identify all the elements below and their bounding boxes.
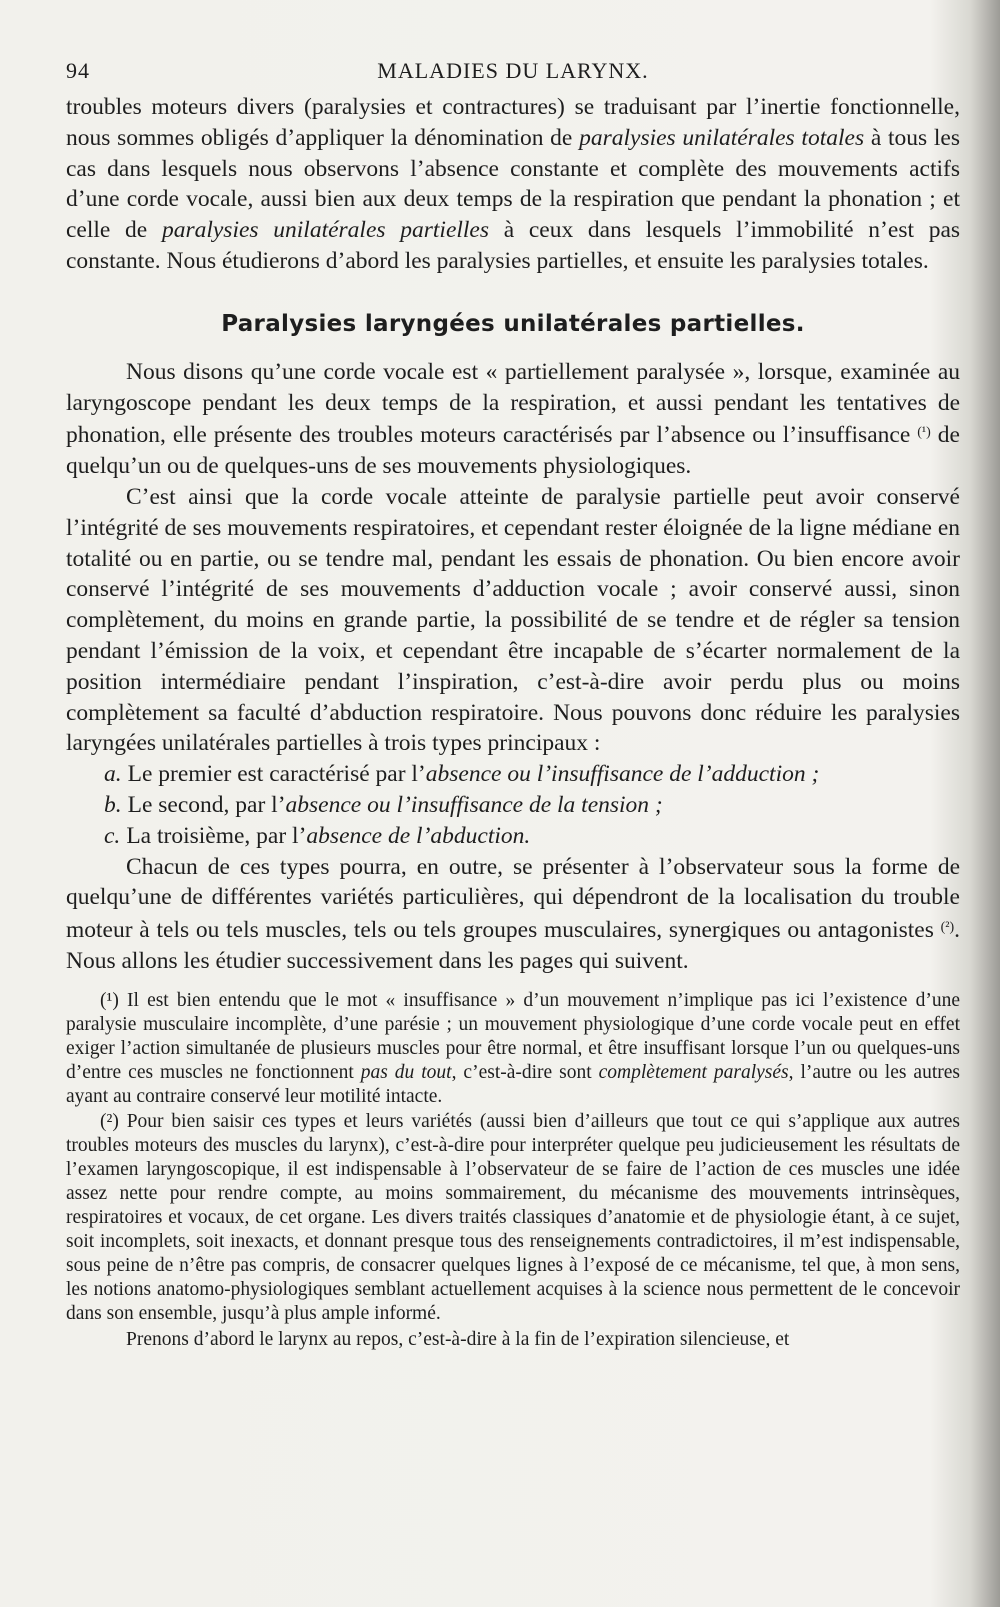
- running-title: MALADIES DU LARYNX.: [377, 58, 649, 83]
- footnotes: [66, 989, 960, 1326]
- page-header: [66, 58, 960, 92]
- footnote-ref-2: (²): [940, 920, 955, 936]
- footnote-2: (²) Pour bien saisir ces types et leurs variétés (aussi bien d’ailleurs que tout ce qui s’applique aux autres troubles moteurs des muscles du larynx), c’est-à-dire pour interpréter quelque peu judicieusement les résultats de l’examen laryngoscopique, il est indispensable à l’observateur de se faire de l’action de ces muscles une idée assez nette pour rendre compte, au moins sommairement, du mécanisme des mouvements intrinsèques, respiratoires et vocaux, de cet organe. Les divers traités classiques d’anatomie et de physiologie étant, à ce sujet, soit incomplets, soit inexacts, et donnant presque tous des renseignements contradictoires, il m’est indispensable, sous peine de n’être pas compris, de consacrer quelques lignes à l’exposé de ce mécanisme, tel que, à mon sens, les notions anatomo-physiologiques semblant actuellement acquises à la science nous permettent de le concevoir dans son ensemble, jusqu’à plus ample informé.: [66, 1110, 960, 1324]
- definition-paragraph: Nous disons qu’une corde vocale est « partiellement paralysée », lorsque, examinée au laryngoscope pendant les deux temps de la respiration, et aussi pendant les tentatives de phonation, elle présente des troubles moteurs caractérisés par l’absence ou l’insuffisance $^{(^1)}$ de quelqu’un ou de quelques-uns de ses mouvements physiologiques.: [66, 358, 960, 480]
- page-number: 94: [66, 58, 90, 83]
- footnote-1: (¹) Il est bien entendu que le mot « insuffisance » d’un mouvement n’implique pas ici l’existence d’une paralysie musculaire incomplète, d’une parésie ; un mouvement physiologique d’une corde vocale peut en effet exiger l’action simultanée de plusieurs muscles pour être normal, et être insuffisant lorsque l’un ou quelques-uns d’entre ces muscles ne fonctionnent pas du tout, c’est-à-dire sont complètement paralysés, l’autre ou les autres ayant au contraire conservé leur motilité intacte.: [66, 989, 960, 1107]
- intro-paragraph: troubles moteurs divers (paralysies et contractures) se traduisant par l’inertie fonctionnelle, nous sommes obligés d’appliquer la dénomination de paralysies unilatérales totales à tous les cas dans lesquels nous observons l’absence constante et complète des mouvements actifs d’une corde vocale, aussi bien aux deux temps de la respiration que pendant la phonation ; et celle de paralysies unilatérales partielles à ceux dans lesquels l’immobilité n’est pas constante. Nous étudierons d’abord les paralysies partielles, et ensuite les paralysies totales.: [66, 94, 961, 274]
- types-paragraph: C’est ainsi que la corde vocale atteinte de paralysie partielle peut avoir conservé l’intégrité de ses mouvements respiratoires, et cependant rester éloignée de la ligne médiane en totalité ou en partie, ou se tendre mal, pendant les essais de phonation. Ou bien encore avoir conservé l’intégrité de ses mouvements d’adduction vocale ; avoir conservé aussi, sinon complètement, du moins en grande partie, la possibilité de se tendre et de régler sa tension pendant l’émission de la voix, et cependant être incapable de s’écarter normalement de la position intermédiaire pendant l’inspiration, c’est-à-dire avoir perdu plus ou moins complètement sa faculté d’abduction respiratoire. Nous pouvons donc réduire les paralysies laryngées unilatérales partielles à trois types principaux :: [66, 483, 960, 757]
- list-item: c. La troisième, par l’absence de l’abduction.: [104, 822, 531, 849]
- varieties-paragraph: Chacun de ces types pourra, en outre, se présenter à l’observateur sous la forme de quelqu’une de différentes variétés particulières, qui dépendront de la localisation du trouble moteur à tels ou tels muscles, tels ou tels groupes musculaires, synergiques ou antagonistes $^{(^2)}$. Nous allons les étudier successivement dans les pages qui suivent.: [66, 853, 960, 974]
- types-list: [66, 759, 960, 851]
- continuation-line: Prenons d’abord le larynx au repos, c’est-à-dire à la fin de l’expiration silencieuse, et: [126, 1328, 790, 1350]
- list-item: a. Le premier est caractérisé par l’absence ou l’insuffisance de l’adduction ;: [104, 761, 820, 788]
- list-item: b. Le second, par l’absence ou l’insuffisance de la tension ;: [104, 791, 663, 818]
- footnote-ref-1: (¹): [917, 425, 931, 441]
- section-heading: Paralysies laryngées unilatérales partielles.: [221, 310, 805, 337]
